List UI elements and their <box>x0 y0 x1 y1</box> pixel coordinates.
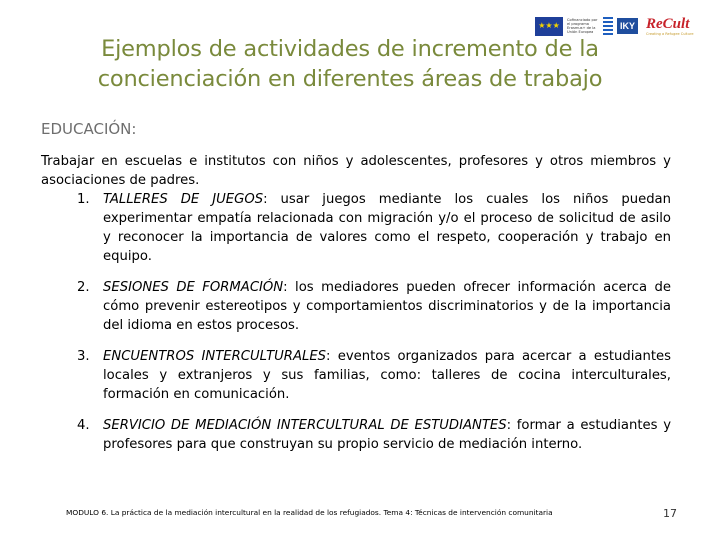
list-item-text: : eventos organizados para acercar a estudiantes locales y extranjeros y sus familias, como: talleres de cocina interculturales, formación en comunicación. <box>103 349 671 402</box>
iky-logo: IKY <box>617 18 638 34</box>
recult-logo <box>646 17 694 36</box>
slide-title: Ejemplos de actividades de incremento de la concienciación en diferentes áreas de trabajo <box>97 36 603 92</box>
list-item-label: SERVICIO DE MEDIACIÓN INTERCULTURAL DE ESTUDIANTES <box>103 418 507 433</box>
list-item <box>41 347 671 404</box>
list-item-text: : los mediadores pueden ofrecer información acerca de cómo prevenir estereotipos y comportamientos discriminatorios y de la importancia del idioma en estos procesos. <box>103 280 671 333</box>
recult-logo-subtitle: Creating a Refugee Culture <box>646 31 694 36</box>
greek-flag-icon <box>603 17 613 35</box>
list-item-number: 1. <box>77 192 90 207</box>
footer-text: MODULO 6. La práctica de la mediación intercultural en la realidad de los refugiados. Tema 4: Técnicas de intervención comunitaria <box>66 508 553 517</box>
slide-body <box>41 152 671 466</box>
eu-funding-text: Cofinanciado por el programa Erasmus+ de la Unión Europea <box>567 17 598 35</box>
section-heading: EDUCACIÓN: <box>41 120 137 138</box>
intro-paragraph: Trabajar en escuelas e institutos con niños y adolescentes, profesores y otros miembros y asociaciones de padres. <box>41 154 671 188</box>
eu-flag-logo: ★★★ <box>535 17 563 36</box>
page-number: 17 <box>663 507 677 520</box>
recult-logo-name: ReCult <box>646 15 690 32</box>
list-item-number: 4. <box>77 418 90 433</box>
list-item <box>41 278 671 335</box>
list-item-number: 3. <box>77 349 90 364</box>
list-item-label: TALLERES DE JUEGOS <box>103 192 264 207</box>
list-item-text: : formar a estudiantes y profesores para que construyan su propio servicio de mediación interno. <box>103 418 671 452</box>
list-item-label: SESIONES DE FORMACIÓN <box>103 280 284 295</box>
activity-list <box>41 190 671 454</box>
list-item-text: : usar juegos mediante los cuales los niños puedan experimentar empatía relacionada con migración y/o el proceso de solicitud de asilo y reconocer la importancia de valores como el respeto, cooperación y trabajo en equipo. <box>103 192 671 264</box>
list-item-label: ENCUENTROS INTERCULTURALES <box>103 349 327 364</box>
list-item <box>41 190 671 266</box>
list-item-number: 2. <box>77 280 90 295</box>
list-item <box>41 416 671 454</box>
